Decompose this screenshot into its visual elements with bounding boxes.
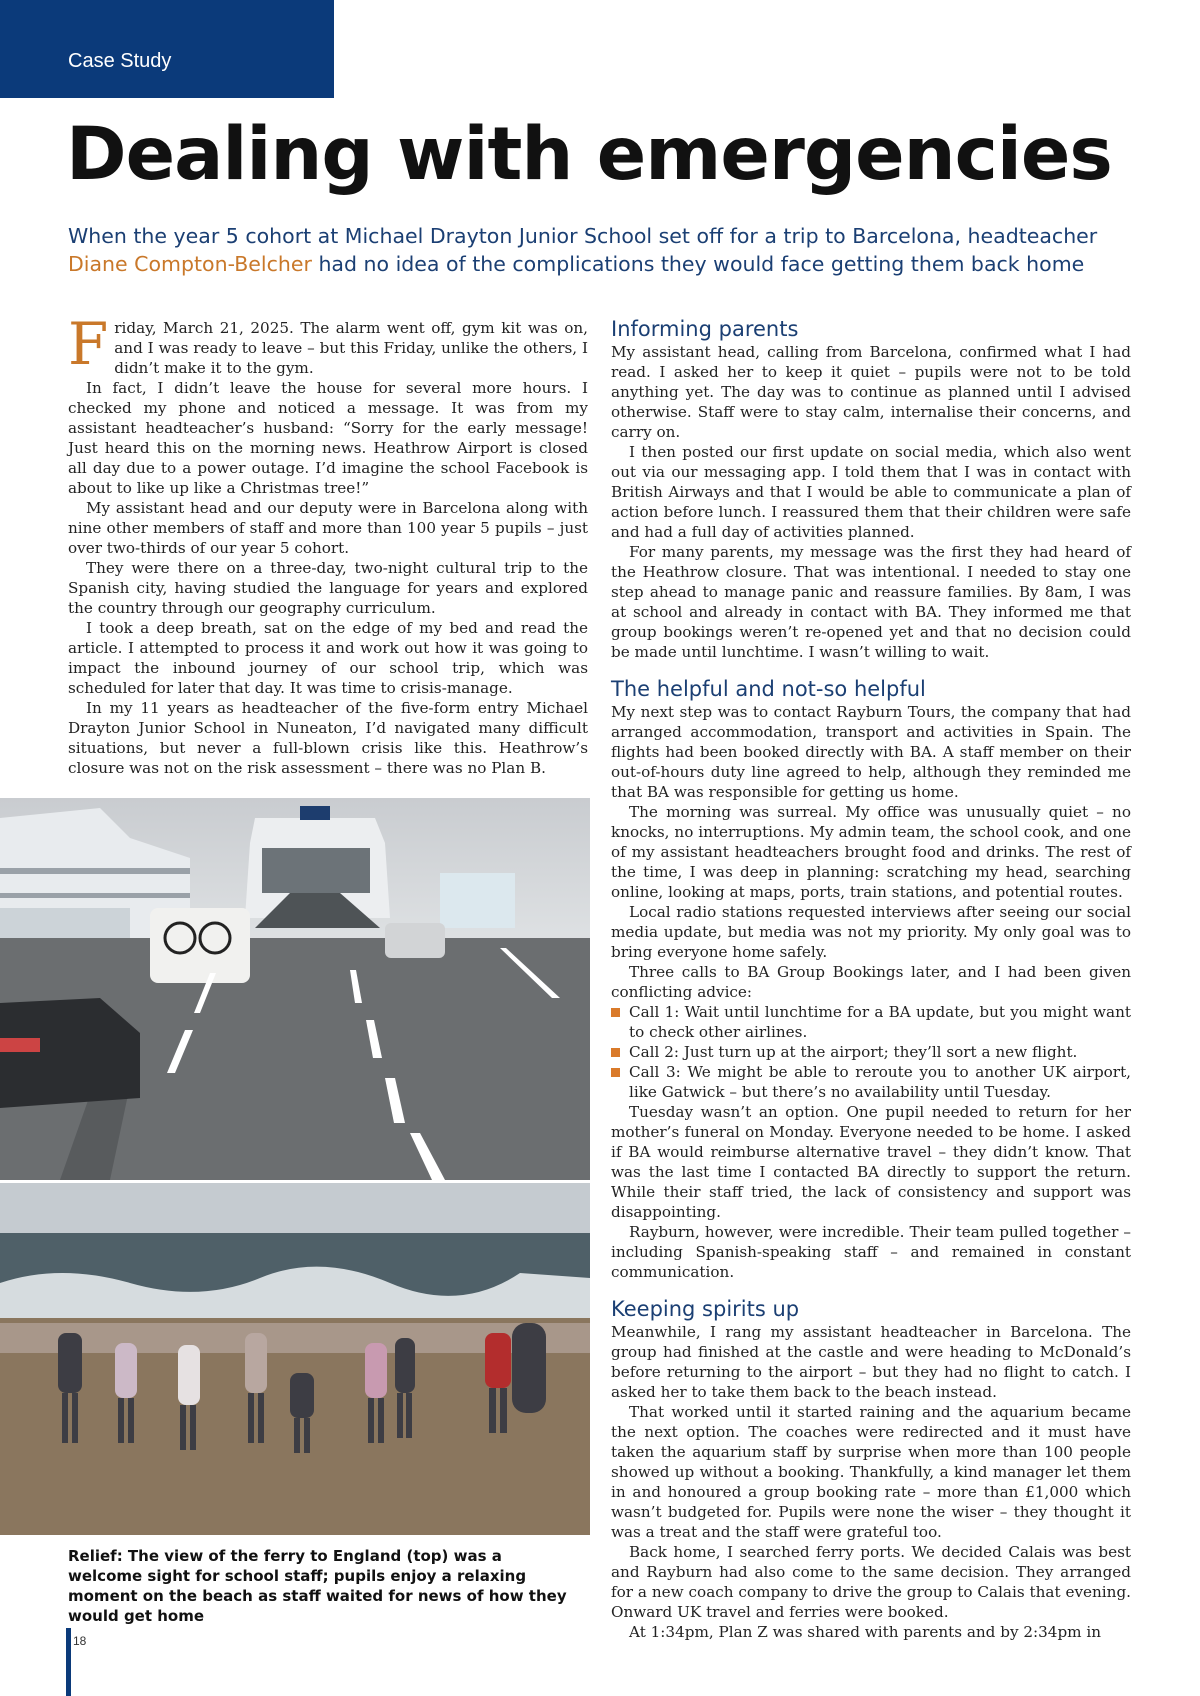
article-column-left [68,310,588,778]
paragraph: Meanwhile, I rang my assistant headteacher in Barcelona. The group had finished at the castle and were heading to McDonald’s before returning to the airport – but they had no flight to catch. I asked her to take them back to the beach instead. [611,1323,1131,1401]
paragraph: Rayburn, however, were incredible. Their team pulled together – including Spanish-speaking staff – and remained in constant communication. [611,1223,1131,1281]
paragraph: Back home, I searched ferry ports. We decided Calais was best and Rayburn had also come to the same decision. They arranged for a new coach company to drive the group to Calais that evening. Onward UK travel and ferries were booked. [611,1543,1131,1621]
list-item: Call 1: Wait until lunchtime for a BA update, but you might want to check other airlines. [611,1002,1131,1042]
page-number: 18 [73,1634,87,1648]
bullet-list [611,1002,1131,1102]
article-title: Dealing with emergencies [66,112,1112,197]
ferry-photo [0,798,590,1180]
page-number-bar [66,1628,71,1696]
paragraph: My assistant head, calling from Barcelona, confirmed what I had read. I asked her to keep it quiet – pupils were not to be told anything yet. The day was to continue as planned until I advised otherwise. Staff were to stay calm, internalise their concerns, and carry on. [611,343,1131,441]
paragraph: The morning was surreal. My office was unusually quiet – no knocks, no interruptions. My admin team, the school cook, and one of my assistant headteachers brought food and drinks. The rest of the time, I was deep in planning: scratching my head, searching online, looking at maps, ports, train stations, and potential routes. [611,803,1131,901]
paragraph: I took a deep breath, sat on the edge of my bed and read the article. I attempted to process it and work out how it was going to impact the inbound journey of our school trip, which was scheduled for later that day. It was time to crisis-manage. [68,619,588,697]
standfirst-text: When the year 5 cohort at Michael Drayton Junior School set off for a trip to Barcelona, headteacher [68,224,1098,248]
standfirst-text-end: had no idea of the complications they would face getting them back home [311,252,1085,276]
paragraph-text: riday, March 21, 2025. The alarm went off, gym kit was on, and I was ready to leave – but this Friday, unlike the others, I didn’t make it to the gym. [114,319,588,377]
paragraph: For many parents, my message was the first they had heard of the Heathrow closure. That was intentional. I needed to stay one step ahead to manage panic and reassure families. By 8am, I was at school and already in contact with BA. They informed me that group bookings weren’t re-opened yet and that no decision could be made until lunchtime. I wasn’t willing to wait. [611,543,1131,661]
paragraph: At 1:34pm, Plan Z was shared with parents and by 2:34pm in [629,1623,1102,1641]
section-label: Case Study [68,50,172,72]
paragraph: Local radio stations requested interviews after seeing our social media update, but media was not my priority. My only goal was to bring everyone home safely. [611,903,1131,961]
paragraph: That worked until it started raining and the aquarium became the next option. The coaches were redirected and it must have taken the aquarium staff by surprise when more than 100 people showed up without a booking. Thankfully, a kind manager let them in and honoured a group booking rate – more than £1,000 which wasn’t budgeted for. Pupils were none the wiser – they thought it was a treat and the staff were grateful too. [611,1403,1131,1541]
paragraph: Tuesday wasn’t an option. One pupil needed to return for her mother’s funeral on Monday. Everyone needed to be home. I asked if BA would reimburse alternative travel – they didn’t know. That was the last time I contacted BA directly to support the return. While their staff tried, the lack of consistency and support was disappointing. [611,1103,1131,1221]
author-name: Diane Compton-Belcher [68,252,312,276]
section-heading: Informing parents [611,317,799,341]
paragraph: They were there on a three-day, two-night cultural trip to the Spanish city, having studied the language for years and explored the country through our geography curriculum. [68,559,588,617]
paragraph: I then posted our first update on social media, which also went out via our messaging app. I told them that I was in contact with British Airways and that I would be able to communicate a plan of action before lunch. I reassured them that their children were safe and had a full day of activities planned. [611,443,1131,541]
list-item: Call 2: Just turn up at the airport; they’ll sort a new flight. [611,1042,1131,1062]
paragraph: My assistant head and our deputy were in Barcelona along with nine other members of staff and more than 100 year 5 pupils – just over two-thirds of our year 5 cohort. [68,499,588,557]
beach-photo [0,1183,590,1535]
section-tag [0,0,334,98]
paragraph: In my 11 years as headteacher of the five-form entry Michael Drayton Junior School in Nuneaton, I’d navigated many difficult situations, but never a full-blown crisis like this. Heathrow’s closure was not on the risk assessment – there was no Plan B. [68,699,588,777]
paragraph: My next step was to contact Rayburn Tours, the company that had arranged accommodation, transport and activities in Spain. The flights had been booked directly with BA. A staff member on their out-of-hours duty line agreed to help, although they reminded me that BA was responsible for getting us home. [611,703,1131,801]
article-column-right [611,316,1131,1642]
section-heading: The helpful and not-so helpful [611,677,926,701]
drop-cap: F [68,310,109,378]
section-heading: Keeping spirits up [611,1297,800,1321]
list-item: Call 3: We might be able to reroute you to another UK airport, like Gatwick – but there’s no availability until Tuesday. [611,1062,1131,1102]
paragraph: Three calls to BA Group Bookings later, and I had been given conflicting advice: [611,963,1131,1001]
paragraph: In fact, I didn’t leave the house for several more hours. I checked my phone and noticed a message. It was from my assistant headteacher’s husband: “Sorry for the early message! Just heard this on the morning news. Heathrow Airport is closed all day due to a power outage. I’d imagine the school Facebook is about to like up like a Christmas tree!” [68,379,588,497]
photo-caption: Relief: The view of the ferry to England (top) was a welcome sight for school staff; pupils enjoy a relaxing moment on the beach as staff waited for news of how they would get home [68,1547,567,1625]
paragraph [68,310,588,378]
standfirst [68,222,1148,278]
